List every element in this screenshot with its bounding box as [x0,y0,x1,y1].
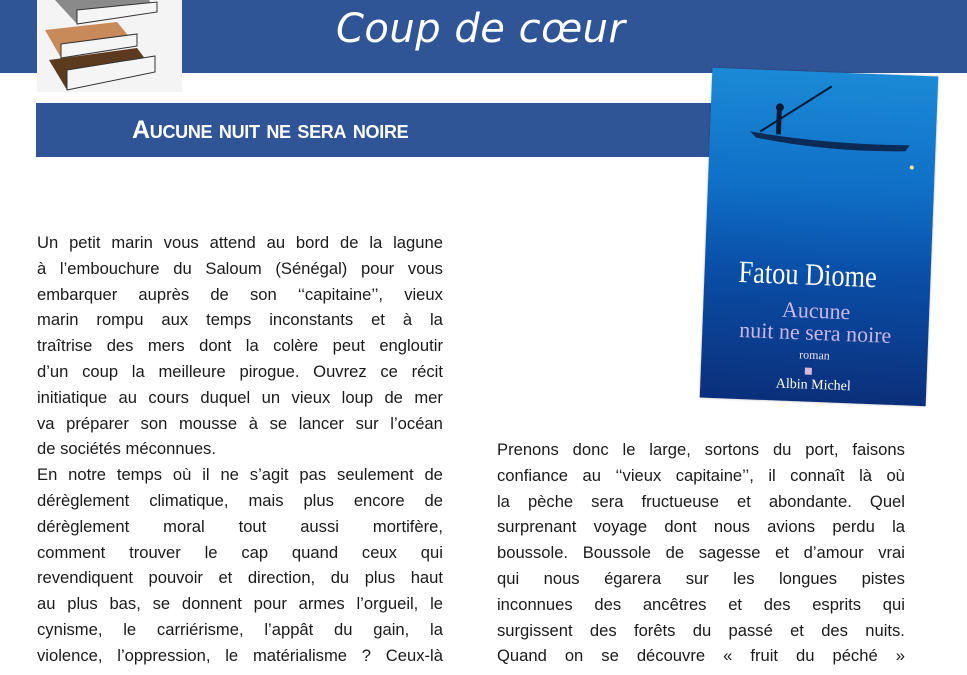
section-title: Coup de cœur [336,6,626,52]
text-line: dérèglement moral tout aussi mortifère, [37,516,443,536]
text-line: au plus bas, se donnent pour armes l’orgueil, le [37,594,443,614]
publisher-logo-icon [805,368,812,375]
article-title: Aucune nuit ne sera noire [132,116,409,144]
text-line: Quand on se découvre « fruit du péché » [497,646,905,666]
text-line: surgissent des forêts du passé et des nuits. [497,620,905,640]
text-line: cynisme, le carriérisme, l’appât du gain, la [37,619,443,639]
article-text-right-column [497,437,905,669]
text-line: dérèglement climatique, mais plus encore de [37,490,443,510]
text-line: revendiquent pouvoir et direction, du plus haut [37,568,443,588]
cover-title-line1: Aucune [781,296,851,325]
books-stack-icon [37,0,182,92]
text-line: qui nous égarera sur les longues pistes [497,568,905,588]
text-line: la pèche sera fructueuse et abondante. Quel [497,491,905,511]
article-text-left-column [37,230,443,669]
cover-title-line2: nuit ne sera noire [738,317,892,348]
text-line: initiatique au cours duquel un vieux loup de mer [37,387,443,407]
text-line: traîtrise des mers dont la colère peut engloutir [37,336,443,356]
text-line: comment trouver le cap quand ceux qui [37,542,443,562]
text-line: surprenant voyage dont nous avions perdu la [497,517,905,537]
text-line: inconnues des ancêtres et des esprits qui [497,594,905,614]
text-line: de sociétés méconnues. [37,439,216,459]
text-line: Un petit marin vous attend au bord de la lagune [37,233,443,252]
text-line: marin rompu aux temps inconstants et à la [37,310,443,330]
cover-publisher: Albin Michel [775,376,852,395]
cover-genre: roman [798,347,831,363]
text-line: confiance au ‘‘vieux capitaine’’, il connaît là où [497,465,905,485]
cover-author: Fatou Diome [737,253,878,295]
text-line: va préparer son mousse à se lancer sur l’océan [37,413,443,433]
text-line: à l’embouchure du Saloum (Sénégal) pour vous [37,258,443,278]
text-line: d’un coup la meilleure pirogue. Ouvrez ce récit [37,361,443,381]
book-cover-image [700,68,939,406]
text-line: En notre temps où il ne s’agit pas seulement de [37,465,443,485]
text-line: violence, l’oppression, le matérialisme ? Ceux-là [37,645,443,665]
text-line: embarquer auprès de son ‘‘capitaine’’, vieux [37,284,443,304]
article-title-bar [36,103,726,157]
text-line: boussole. Boussole de sagesse et d’amour vrai [497,543,905,563]
text-line: Prenons donc le large, sortons du port, faisons [497,440,905,459]
